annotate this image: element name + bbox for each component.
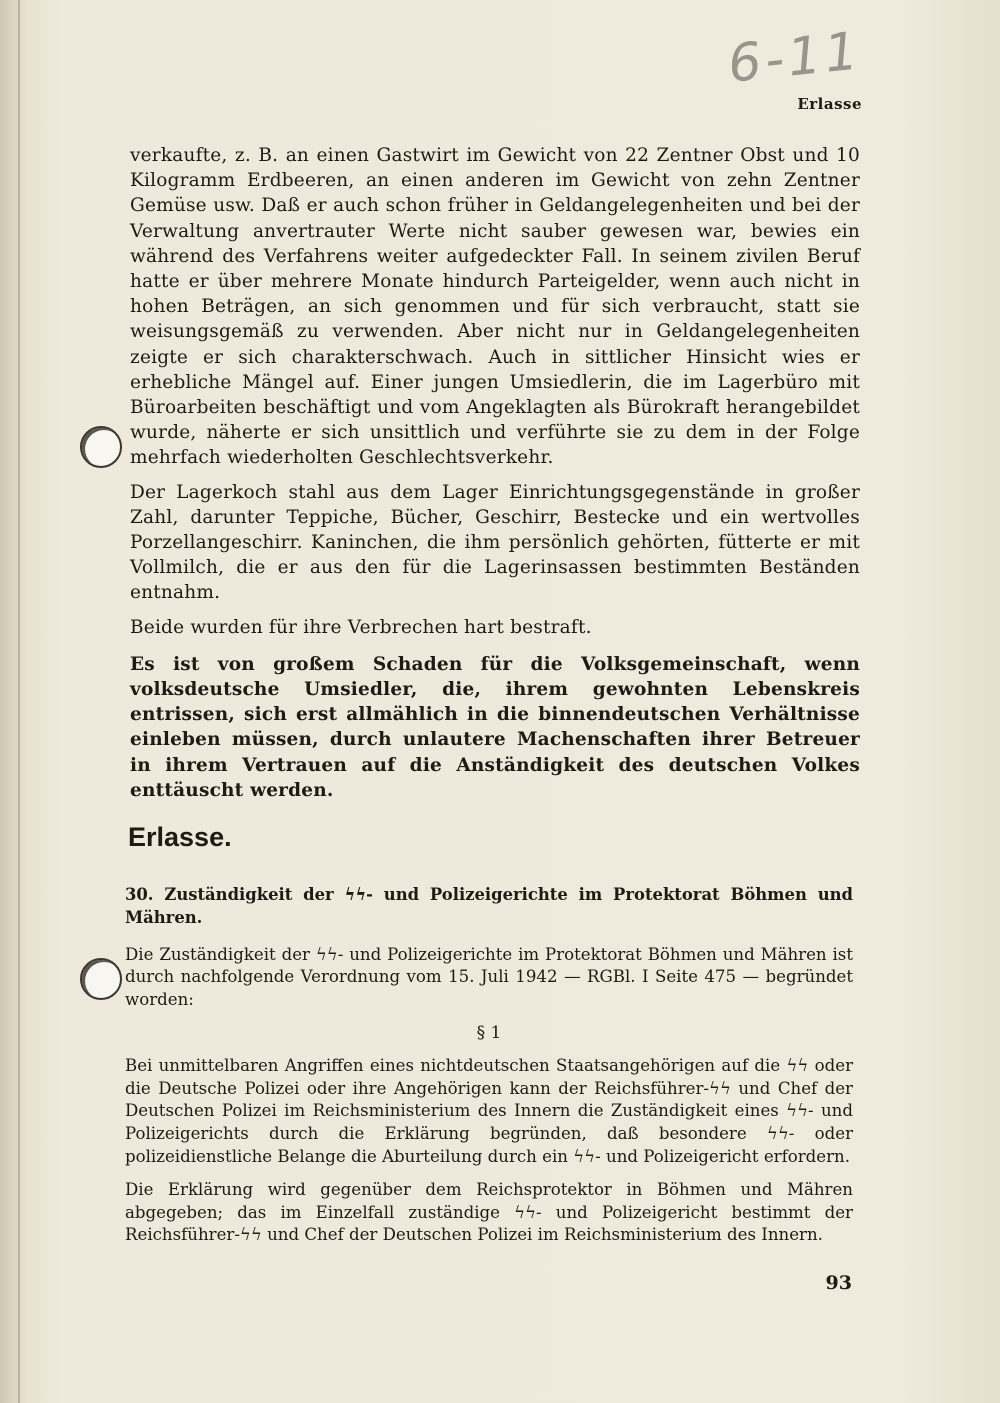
binding-gutter — [18, 0, 20, 1403]
handwritten-mark: 6-11 — [725, 21, 865, 95]
section-title: Erlasse. — [128, 822, 232, 852]
paragraph-1: verkaufte, z. B. an einen Gastwirt im Gewicht von 22 Zentner Obst und 10 Kilogramm Erdbeeren, an einen anderen im Gewicht von zehn Zentner Gemüse usw. Daß er auch schon früher in Geldangelegenheiten und bei der Verwaltung anvertrauter Werte nicht sauber gewesen war, bewies ein während des Verfahrens weiter aufgedeckter Fall. In seinem zivilen Beruf hatte er über mehrere Monate hindurch Parteigelder, wenn auch nicht in hohen Beträgen, an sich genommen und für sich verbraucht, statt sie weisungsgemäß zu verwenden. Aber nicht nur in Geldangelegenheiten zeigte er sich charakterschwach. Auch in sittlicher Hinsicht wies er erhebliche Mängel auf. Einer jungen Umsiedlerin, die im Lagerbüro mit Büroarbeiten beschäftigt und vom Angeklagten als Bürokraft herangebildet wurde, näherte er sich unsittlich und verführte sie zu dem in der Folge mehrfach wiederholten Geschlechtsverkehr. — [130, 145, 860, 469]
running-head: Erlasse — [797, 95, 862, 113]
paragraph-3: Beide wurden für ihre Verbrechen hart bestraft. — [130, 616, 592, 638]
page-number: 93 — [825, 1272, 852, 1294]
paragraph-2: Der Lagerkoch stahl aus dem Lager Einrichtungsgegenstände in großer Zahl, darunter Teppiche, Bücher, Geschirr, Bestecke und ein wertvolles Porzellangeschirr. Kaninchen, die ihm persönlich gehörten, fütterte er mit Vollmilch, die er aus den für die Lagerinsassen bestimmten Beständen entnahm. — [130, 481, 860, 604]
decree — [125, 884, 853, 1257]
decree-intro: Die Zuständigkeit der ϟϟ- und Polizeigerichte im Protektorat Böhmen und Mähren ist durch nachfolgende Verordnung vom 15. Juli 1942 — RGBl. I Seite 475 — begründet worden: — [125, 944, 853, 1010]
section-mark: § 1 — [476, 1022, 502, 1043]
body-text — [130, 143, 860, 812]
paragraph-4-emphasis: Es ist von großem Schaden für die Volksgemeinschaft, wenn volksdeutsche Umsiedler, die, ihrem gewohnten Lebenskreis entrissen, sich erst allmählich in die binnendeutschen Verhältnisse einleben müssen, durch unlautere Machenschaften ihrer Betreuer in ihrem Vertrauen auf die Anständigkeit des deutschen Volkes enttäuscht werden. — [130, 653, 860, 801]
decree-heading: 30. Zuständigkeit der ϟϟ- und Polizeigerichte im Protektorat Böhmen und Mähren. — [125, 885, 853, 927]
decree-paragraph-1: Bei unmittelbaren Angriffen eines nichtdeutschen Staatsangehörigen auf die ϟϟ oder die Deutsche Polizei oder ihre Angehörigen kann der Reichsführer-ϟϟ und Chef der Deutschen Polizei im Reichsministerium des Innern die Zuständigkeit eines ϟϟ- und Polizeigerichts durch die Erklärung begründen, daß besondere ϟϟ- oder polizeidienstliche Belange die Aburteilung durch ein ϟϟ- und Polizeigericht erfordern. — [125, 1055, 853, 1166]
punch-hole-top — [80, 426, 122, 468]
punch-hole-bottom — [80, 958, 122, 1000]
decree-paragraph-2: Die Erklärung wird gegenüber dem Reichsprotektor in Böhmen und Mähren abgegeben; das im Einzelfall zuständige ϟϟ- und Polizeigericht bestimmt der Reichsführer-ϟϟ und Chef der Deutschen Polizei im Reichsministerium des Innern. — [125, 1179, 853, 1245]
